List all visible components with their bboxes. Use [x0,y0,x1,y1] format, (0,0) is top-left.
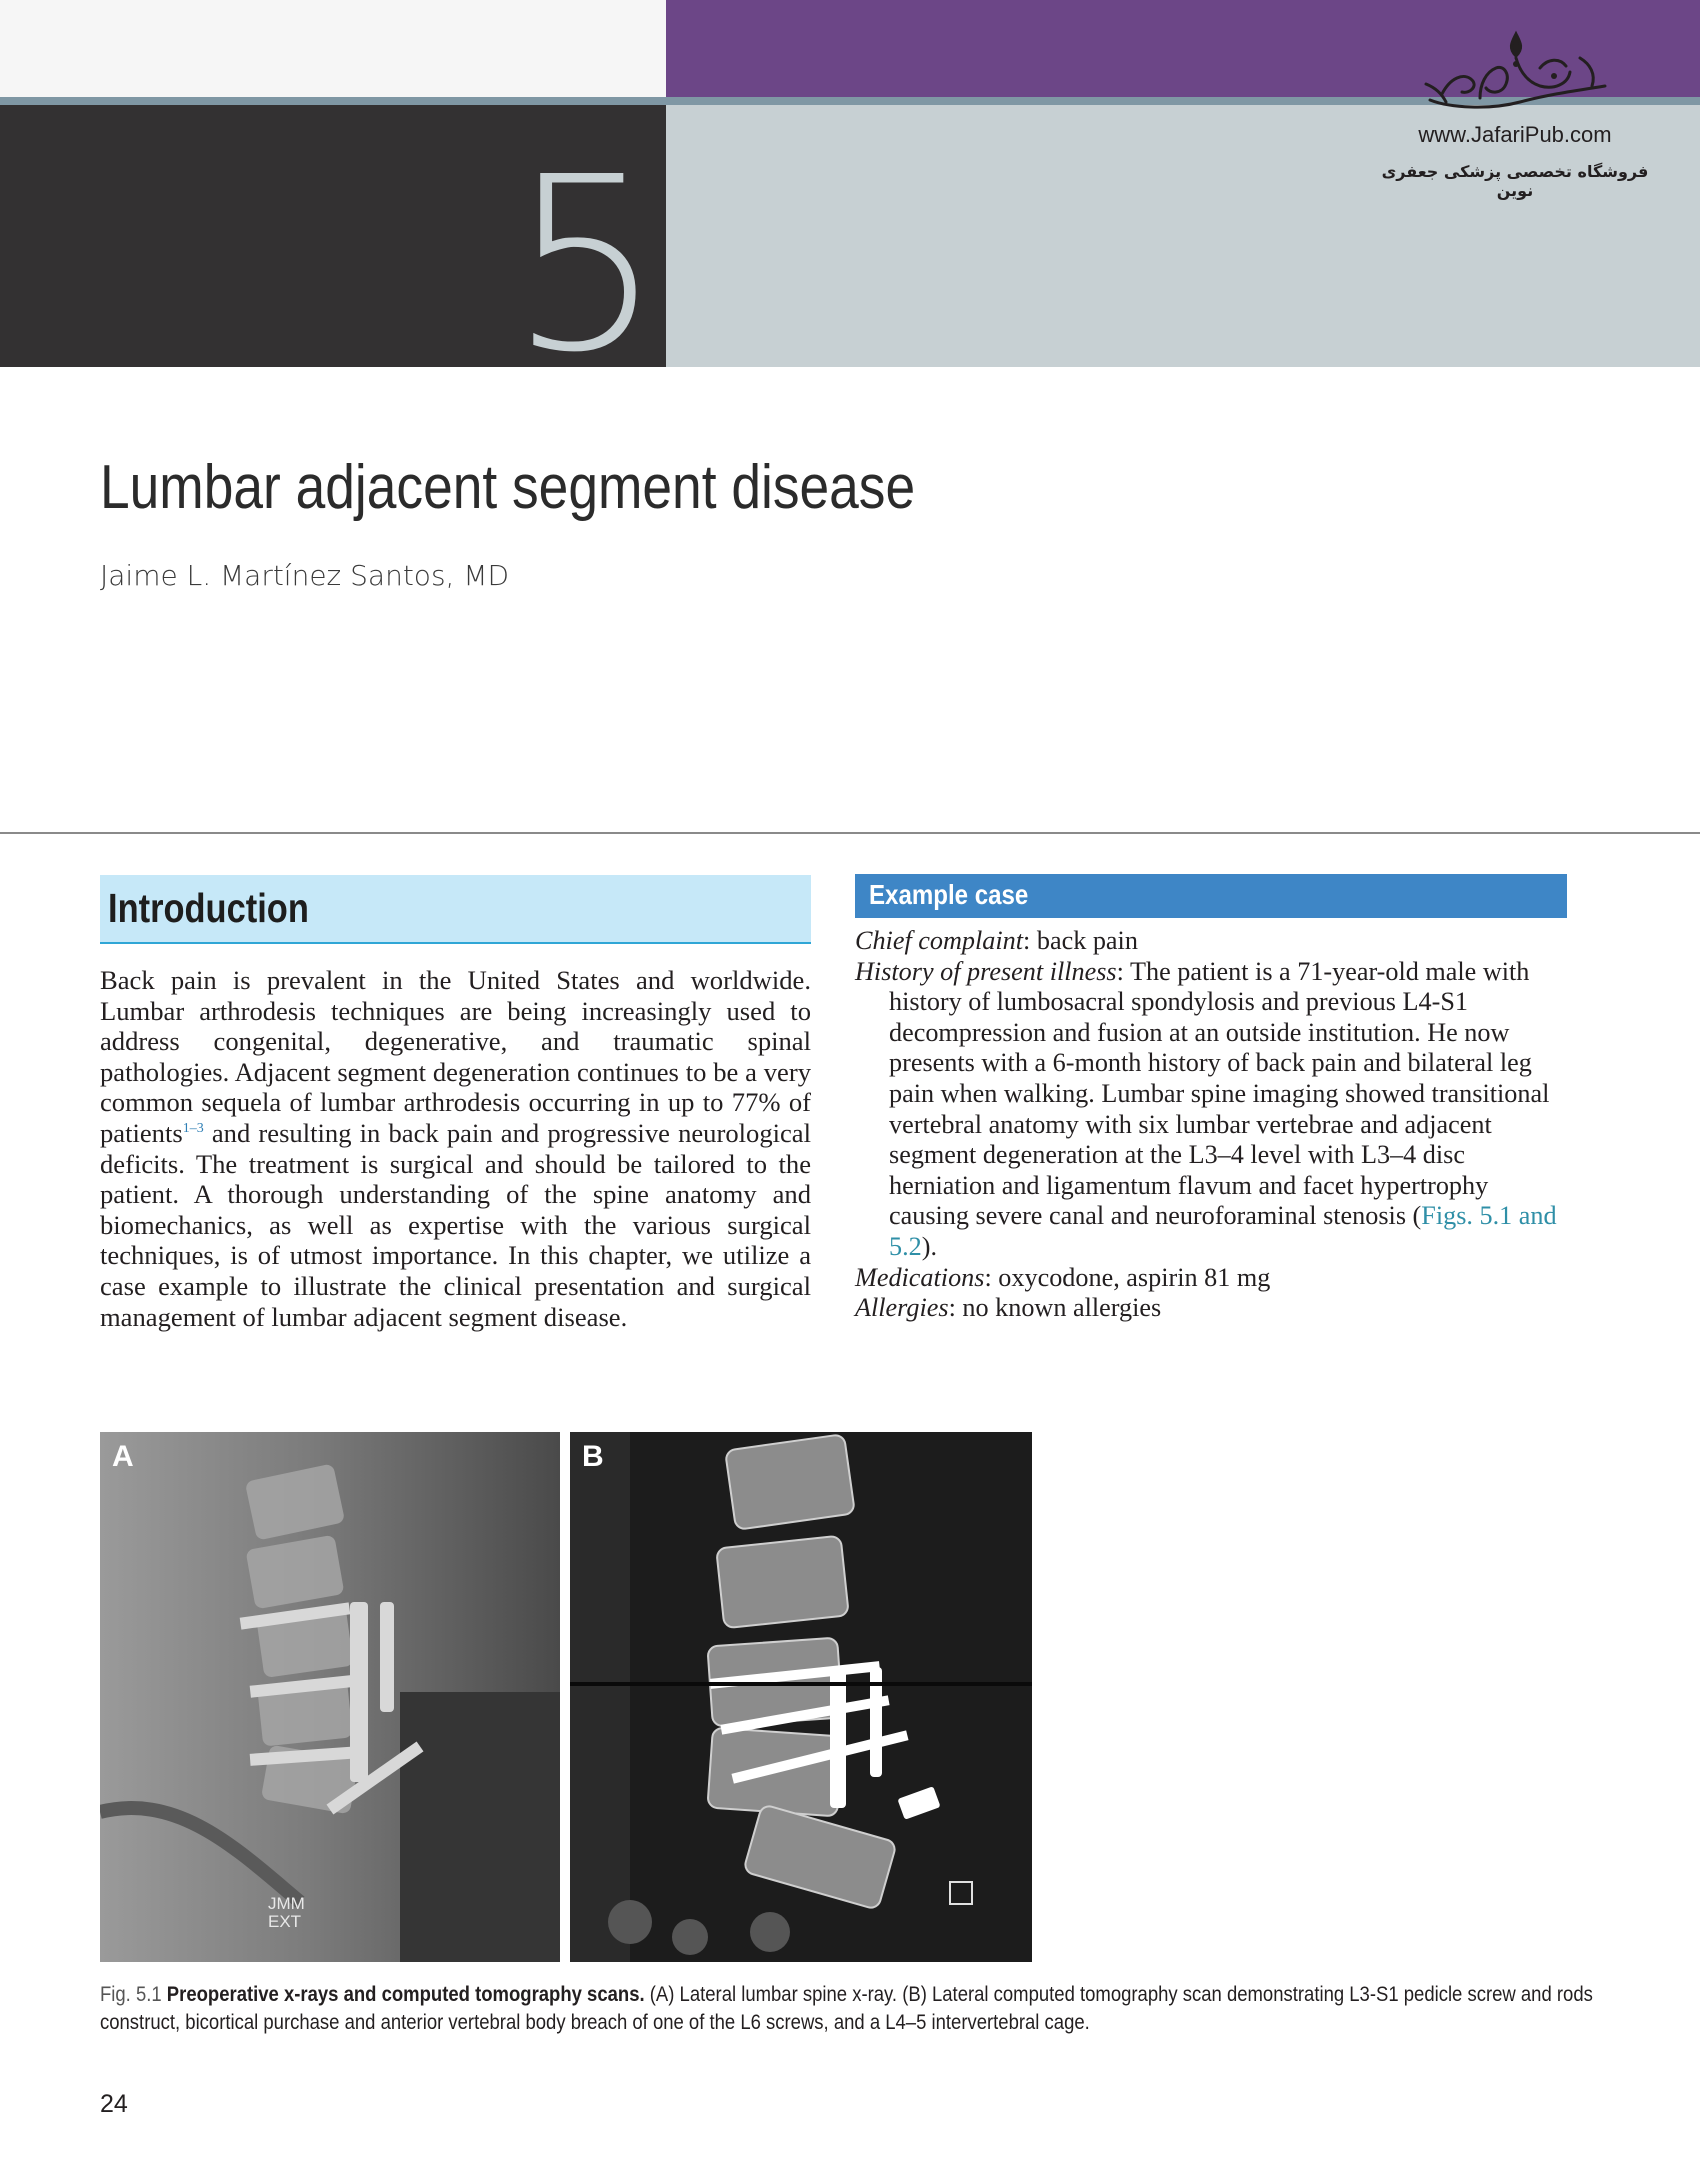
citation-reference[interactable]: 1–3 [182,1121,204,1137]
ct-scan-image [570,1432,1032,1962]
hpi-item [855,957,1567,1263]
medications-label: Medications [855,1262,985,1292]
chapter-title: Lumbar adjacent segment disease [100,453,916,522]
publisher-url: www.JafariPub.com [1418,122,1612,147]
figure-panel-a-xray [100,1432,560,1962]
hpi-end: ). [921,1231,938,1261]
header-top-left-panel [0,0,666,97]
allergies-item [855,1293,1567,1324]
chief-complaint-item [855,926,1567,957]
introduction-text-part1: Back pain is prevalent in the United States and worldwide. Lumbar arthrodesis techniques are being increasingly used to address congenital, degenerative, and traumatic spinal pathologies. Adjacent segment degeneration continues to be a very common sequela of lumbar arthrodesis occurring in up to 77% of patients [100,965,811,1148]
medications-value: : oxycodone, aspirin 81 mg [984,1262,1271,1292]
chapter-author: Jaime L. Martínez Santos, MD [100,559,510,592]
allergies-value: : no known allergies [948,1293,1162,1323]
introduction-heading: Introduction [108,885,309,931]
figure-caption-label: Fig. 5.1 [100,1982,162,2006]
introduction-text-part2: and resulting in back pain and progressive neurological deficits. The treatment is surgical and should be tailored to the patient. A thorough understanding of the spine anatomy and biomechanics, as well as expertise with the various surgical techniques, is of utmost importance. In this chapter, we utilize a case example to illustrate the clinical presentation and surgical management of lumbar adjacent segment disease. [100,1117,811,1332]
publisher-tagline: فروشگاه تخصصی پزشکی جعفری نوین [1381,162,1649,200]
medications-item [855,1263,1567,1294]
hpi-label: History of present illness [855,956,1117,986]
panel-a-label: A [112,1440,134,1473]
example-case-heading: Example case [869,879,1029,910]
chief-complaint-label: Chief complaint [855,926,1024,955]
allergies-label: Allergies [855,1293,949,1323]
introduction-paragraph [100,965,811,1332]
figure-caption-text: (A) Lateral lumbar spine x-ray. (B) Lateral computed tomography scan demonstrating L3-S1 pedicle screw and rods construct, bicortical purchase and anterior vertebral body breach of one of the L6 screws, and a L4–5 intervertebral cage. [100,1982,1593,2034]
chief-complaint-value: : back pain [1023,926,1138,955]
figure-panel-b-ct-scan [570,1432,1032,1962]
hpi-text: : The patient is a 71-year-old male with history of lumbosacral spondylosis and previous L4-S1 decompression and fusion at an outside institution. He now presents with a 6-month history of back pain and bilateral leg pain when walking. Lumbar spine imaging showed transitional vertebral anatomy with six lumbar vertebrae and adjacent segment degeneration at the L3–4 level with L3–4 disc herniation and ligamentum flavum and facet hypertrophy causing severe canal and neuroforaminal stenosis ( [889,956,1550,1231]
example-case-heading-bar [855,874,1567,918]
figure-reference-link[interactable]: Figs. 5.1 and 5.2 [889,1201,1557,1261]
figure-caption-title: Preoperative x-rays and computed tomography scans. [166,1982,645,2006]
xray-marker-line2: EXT [268,1912,302,1931]
xray-image [100,1432,560,1962]
section-divider [0,832,1700,834]
jafaripub-logo-icon [1420,28,1615,120]
chapter-number: 5 [509,125,657,405]
xray-marker-line1: JMM [268,1894,305,1913]
introduction-heading-box [100,875,811,944]
figure-caption [100,1980,1600,2036]
page-number: 24 [100,2090,128,2118]
example-case-body [855,926,1567,1324]
xray-marker [268,1895,305,1931]
panel-b-label: B [582,1440,604,1473]
